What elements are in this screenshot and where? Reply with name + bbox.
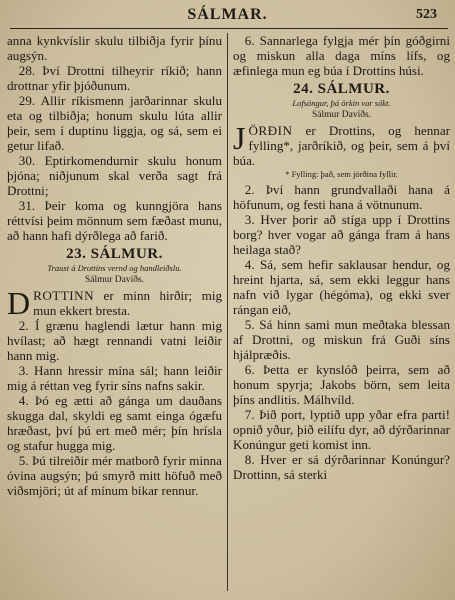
verse-text: er Drottins, og hennar fylling*, jarðríkið, og þeir, sem á því búa. <box>233 123 450 168</box>
psalm-24-verse-3: 3. Hver þorir að stíga upp í Drottins borg? hver vogar að gánga fram á hans heilaga stað? <box>233 212 450 257</box>
psalm-23-subtitle: Traust á Drottins vernd og handleiðslu. <box>47 263 182 273</box>
psalm-24-verse-2: 2. Því hann grundvallaði hana á höfunum, og festi hana á vötnunum. <box>233 182 450 212</box>
verse-29: 29. Allir ríkismenn jarðarinnar skulu eta og tilbiðja; honum skulu lúta allir þeir, sem í duptinu liggja, og sá, sem ei getur lifað. <box>7 93 222 153</box>
psalm-23-verse-1 <box>7 285 222 321</box>
psalm-24-verse-8: 8. Hver er sá dýrðarinnar Konúngur? Drottinn, sá sterki <box>233 452 450 482</box>
psalm-23-verse-4: 4. Þó eg ætti að gánga um dauðans skugga dal, skyldi eg samt einga ógæfu hræðast, því þú ert með mér; þín hrísla og stafur hugga mig. <box>7 393 222 453</box>
psalm-23-verse-2: 2. Í grænu haglendi lætur hann mig hvílast; að hægt rennandi vatni leiðir hann mig. <box>7 318 222 363</box>
verse-30: 30. Eptirkomendurnir skulu honum þjóna; niðjunum skal verða sagt frá Drottni; <box>7 153 222 198</box>
first-word: ROTTINN <box>33 288 95 303</box>
psalm-24-verse-7: 7. Þið port, lyptið upp yðar efra parti! opnið yður, þið eilífu dyr, að dýrðarinnar Konúngur geti komist inn. <box>233 407 450 452</box>
column-divider <box>227 33 228 591</box>
psalm-24-verse-6: 6. Þetta er kynslóð þeirra, sem að honum spyrja; Jakobs börn, sem leita þíns andlitis. Málhvíld. <box>233 362 450 407</box>
drop-cap: D <box>7 285 31 321</box>
verse-28: 28. Því Drottni tilheyrir ríkið; hann drottnar yfir þjóðunum. <box>7 63 222 93</box>
psalm-23-author: Sálmur Davíðs. <box>84 275 145 285</box>
psalm-23-verse-3: 3. Hann hressir mína sál; hann leiðir mig á réttan veg fyrir síns nafns sakir. <box>7 363 222 393</box>
right-column <box>233 33 450 598</box>
psalm-24-subtitle: Lofsöngur, þá örkin var sókt. <box>292 98 391 108</box>
psalm-24-verse-5: 5. Sá hinn sami mun meðtaka blessan af Drottni, og miskun frá Guði síns hjálpræðis. <box>233 317 450 362</box>
psalm-23-verse-6: 6. Sannarlega fylgja mér þín góðgirni og miskun alla daga míns lífs, og æfinlega mun eg búa í Drottins húsi. <box>233 33 450 78</box>
psalm-24-author: Sálmur Davíðs. <box>311 110 372 120</box>
verse-31: 31. Þeir koma og kunngjöra hans réttvísi þeim mönnum sem fæðast munu, að hann hafi dýrðlega að farið. <box>7 198 222 243</box>
psalm-24-verse-1 <box>233 120 450 168</box>
verse-text: er minn hirðir; mig mun ekkert bresta. <box>33 288 222 318</box>
drop-cap: J <box>233 120 246 156</box>
psalm-24-title: 24. SÁLMUR. <box>293 81 390 97</box>
header-title: SÁLMAR. <box>187 6 268 23</box>
psalm-24-verse-4: 4. Sá, sem hefir saklausar hendur, og hreint hjarta, sá, sem ekki leggur hans nafn við lygar (hégóma), og ekki sver rángan eið, <box>233 257 450 317</box>
footnote: * Fylling: það, sem jörðina fyllir. <box>285 169 398 179</box>
verse-continuation: anna kynkvíslir skulu tilbiðja fyrir þínu augsýn. <box>7 33 222 63</box>
running-header <box>0 4 455 26</box>
psalm-23-verse-5: 5. Þú tilreiðir mér matborð fyrir minna óvina augsýn; þú smyrð mitt höfuð með viðsmjöri; út af mínum bikar rennur. <box>7 453 222 498</box>
left-column <box>7 33 222 598</box>
header-rule <box>10 28 448 29</box>
psalm-23-title: 23. SÁLMUR. <box>66 246 163 262</box>
first-word: ÖRÐIN <box>248 123 293 138</box>
page-number: 523 <box>416 7 437 22</box>
